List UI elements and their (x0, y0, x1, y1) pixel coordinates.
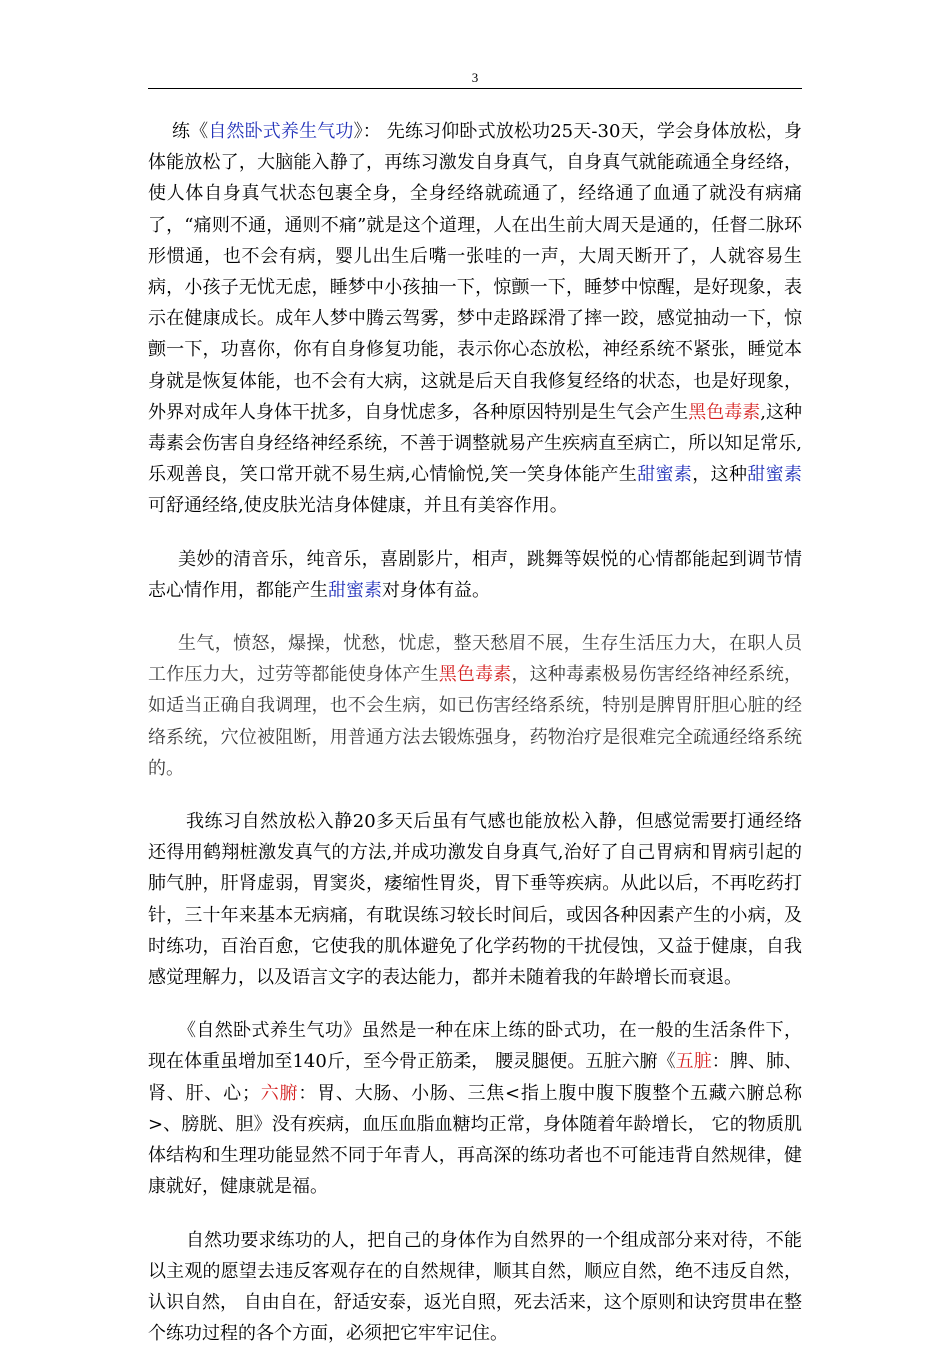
highlight-blue-term: 甜蜜素 (637, 464, 693, 486)
text-run: 可舒通经络,使皮肤光洁身体健康，并且有美容作用。 (148, 495, 568, 517)
highlight-red-term: 黑色毒素 (688, 401, 761, 423)
highlight-blue-term: 甜蜜素 (747, 464, 802, 486)
text-run: 美妙的清音乐，纯音乐，喜剧影片，相声，跳舞等娱悦的心情都能起到调节情志心情作用，都能产生 (148, 548, 802, 601)
highlight-blue-term: 自然卧式养生气功 (208, 121, 354, 142)
text-run: 我练习自然放松入静20多天后虽有气感也能放松入静，但感觉需要打通经络还得用鹤翔桩激发真气的方法,并成功激发自身真气,治好了自己胃病和胃病引起的肺气肿，肝肾虚弱，胃窦炎，痿缩性胃炎，胃下垂等疾病。从此以后，不再吃药打针，三十年来基本无病痛，有耽误练习较长时间后，或因各种因素产生的小病，及时练功，百治百愈，它使我的肌体避免了化学药物的干扰侵蚀，又益于健康，自我感觉理解力，以及语言文字的表达能力，都并未随着我的年龄增长而衰退。 (148, 811, 802, 989)
text-run: 》： 先练习仰卧式放松功25天-30天，学会身体放松，身体能放松了，大脑能入静了，再练习激发自身真气，自身真气就能疏通全身经络，使人体自身真气状态包裹全身，全身经络就疏通了，经络通了血通了就没有病痛了，“痛则不通，通则不痛”就是这个道理，人在出生前大周天是通的，任督二脉环形惯通，也不会有病，婴儿出生后嘴一张哇的一声，大周天断开了，人就容易生病，小孩子无忧无虑，睡梦中小孩抽一下，惊颤一下，睡梦中惊醒，是好现象，表示在健康成长。成年人梦中腾云驾雾，梦中走路踩滑了摔一跤，感觉抽动一下，惊颤一下，功喜你，你有自身修复功能，表示你心态放松，神经系统不紧张，睡觉本身就是恢复体能，也不会有大病，这就是后天自我修复经络的状态，也是好现象，外界对成年人身体干扰多，自身忧虑多，各种原因特别是生气会产生 (148, 121, 802, 423)
text-run: ,这种毒素会伤害自身经络神经系统，不善于调整就易产生疾病直至病亡，所以知足常乐,乐观善良，笑口常开就不易生病,心情愉悦,笑一笑身体能产生 (148, 401, 802, 486)
highlight-red-term: 六腑 (259, 1082, 299, 1104)
text-run: ：胃、大肠、小肠、三焦<指上腹中腹下腹整个五藏六腑总称>、膀胱、胆》没有疾病，血压血脂血糖均正常，身体随着年龄增长， 它的物质肌体结构和生理功能显然不同于年青人，再高深的练功者也不可能违背自然规律，健康就好，健康就是福。 (148, 1082, 802, 1198)
highlight-blue-term: 甜蜜素 (328, 579, 382, 601)
page-number: 3 (471, 70, 479, 85)
text-run: 生气，愤怒，爆操，忧愁，忧虑，整天愁眉不展，生存生活压力大，在职人员工作压力大，过劳等都能使身体产生 (148, 633, 802, 686)
text-run: 练《 (172, 121, 209, 142)
paragraph-2 (148, 544, 802, 606)
paragraph-1 (148, 116, 802, 522)
text-run: 自然功要求练功的人，把自己的身体作为自然界的一个组成部分来对待，不能以主观的愿望去违反客观存在的自然规律，顺其自然，顺应自然，绝不违反自然， 认识自然， 自由自在，舒适安泰，返光自照，死去活来，这个原则和诀窍贯串在整个练功过程的各个方面，必须把它牢牢记住。 (148, 1229, 802, 1345)
text-run: ，这种毒素极易伤害经络神经系统，如适当正确自我调理，也不会生病，如已伤害经络系统，特别是脾胃肝胆心脏的经络系统，穴位被阻断，用普通方法去锻炼强身，药物治疗是很难完全疏通经络系统的。 (148, 664, 803, 779)
paragraph-5 (148, 1015, 802, 1202)
text-run: ，这种 (692, 464, 748, 486)
paragraph-6 (148, 1225, 802, 1350)
header-rule (148, 88, 802, 89)
paragraph-3 (148, 628, 802, 784)
text-run: 对身体有益。 (382, 579, 490, 601)
highlight-red-term: 黑色毒素 (438, 664, 512, 686)
document-body (148, 116, 802, 1371)
highlight-red-term: 五脏 (675, 1051, 712, 1073)
text-run: ：脾、肺、肾、肝、心； (148, 1051, 803, 1104)
paragraph-4 (148, 806, 802, 993)
text-run: 《自然卧式养生气功》虽然是一种在床上练的卧式功，在一般的生活条件下， 现在体重虽增加至140斤，至今骨正筋柔， 腰灵腿便。五脏六腑《 (148, 1020, 802, 1073)
